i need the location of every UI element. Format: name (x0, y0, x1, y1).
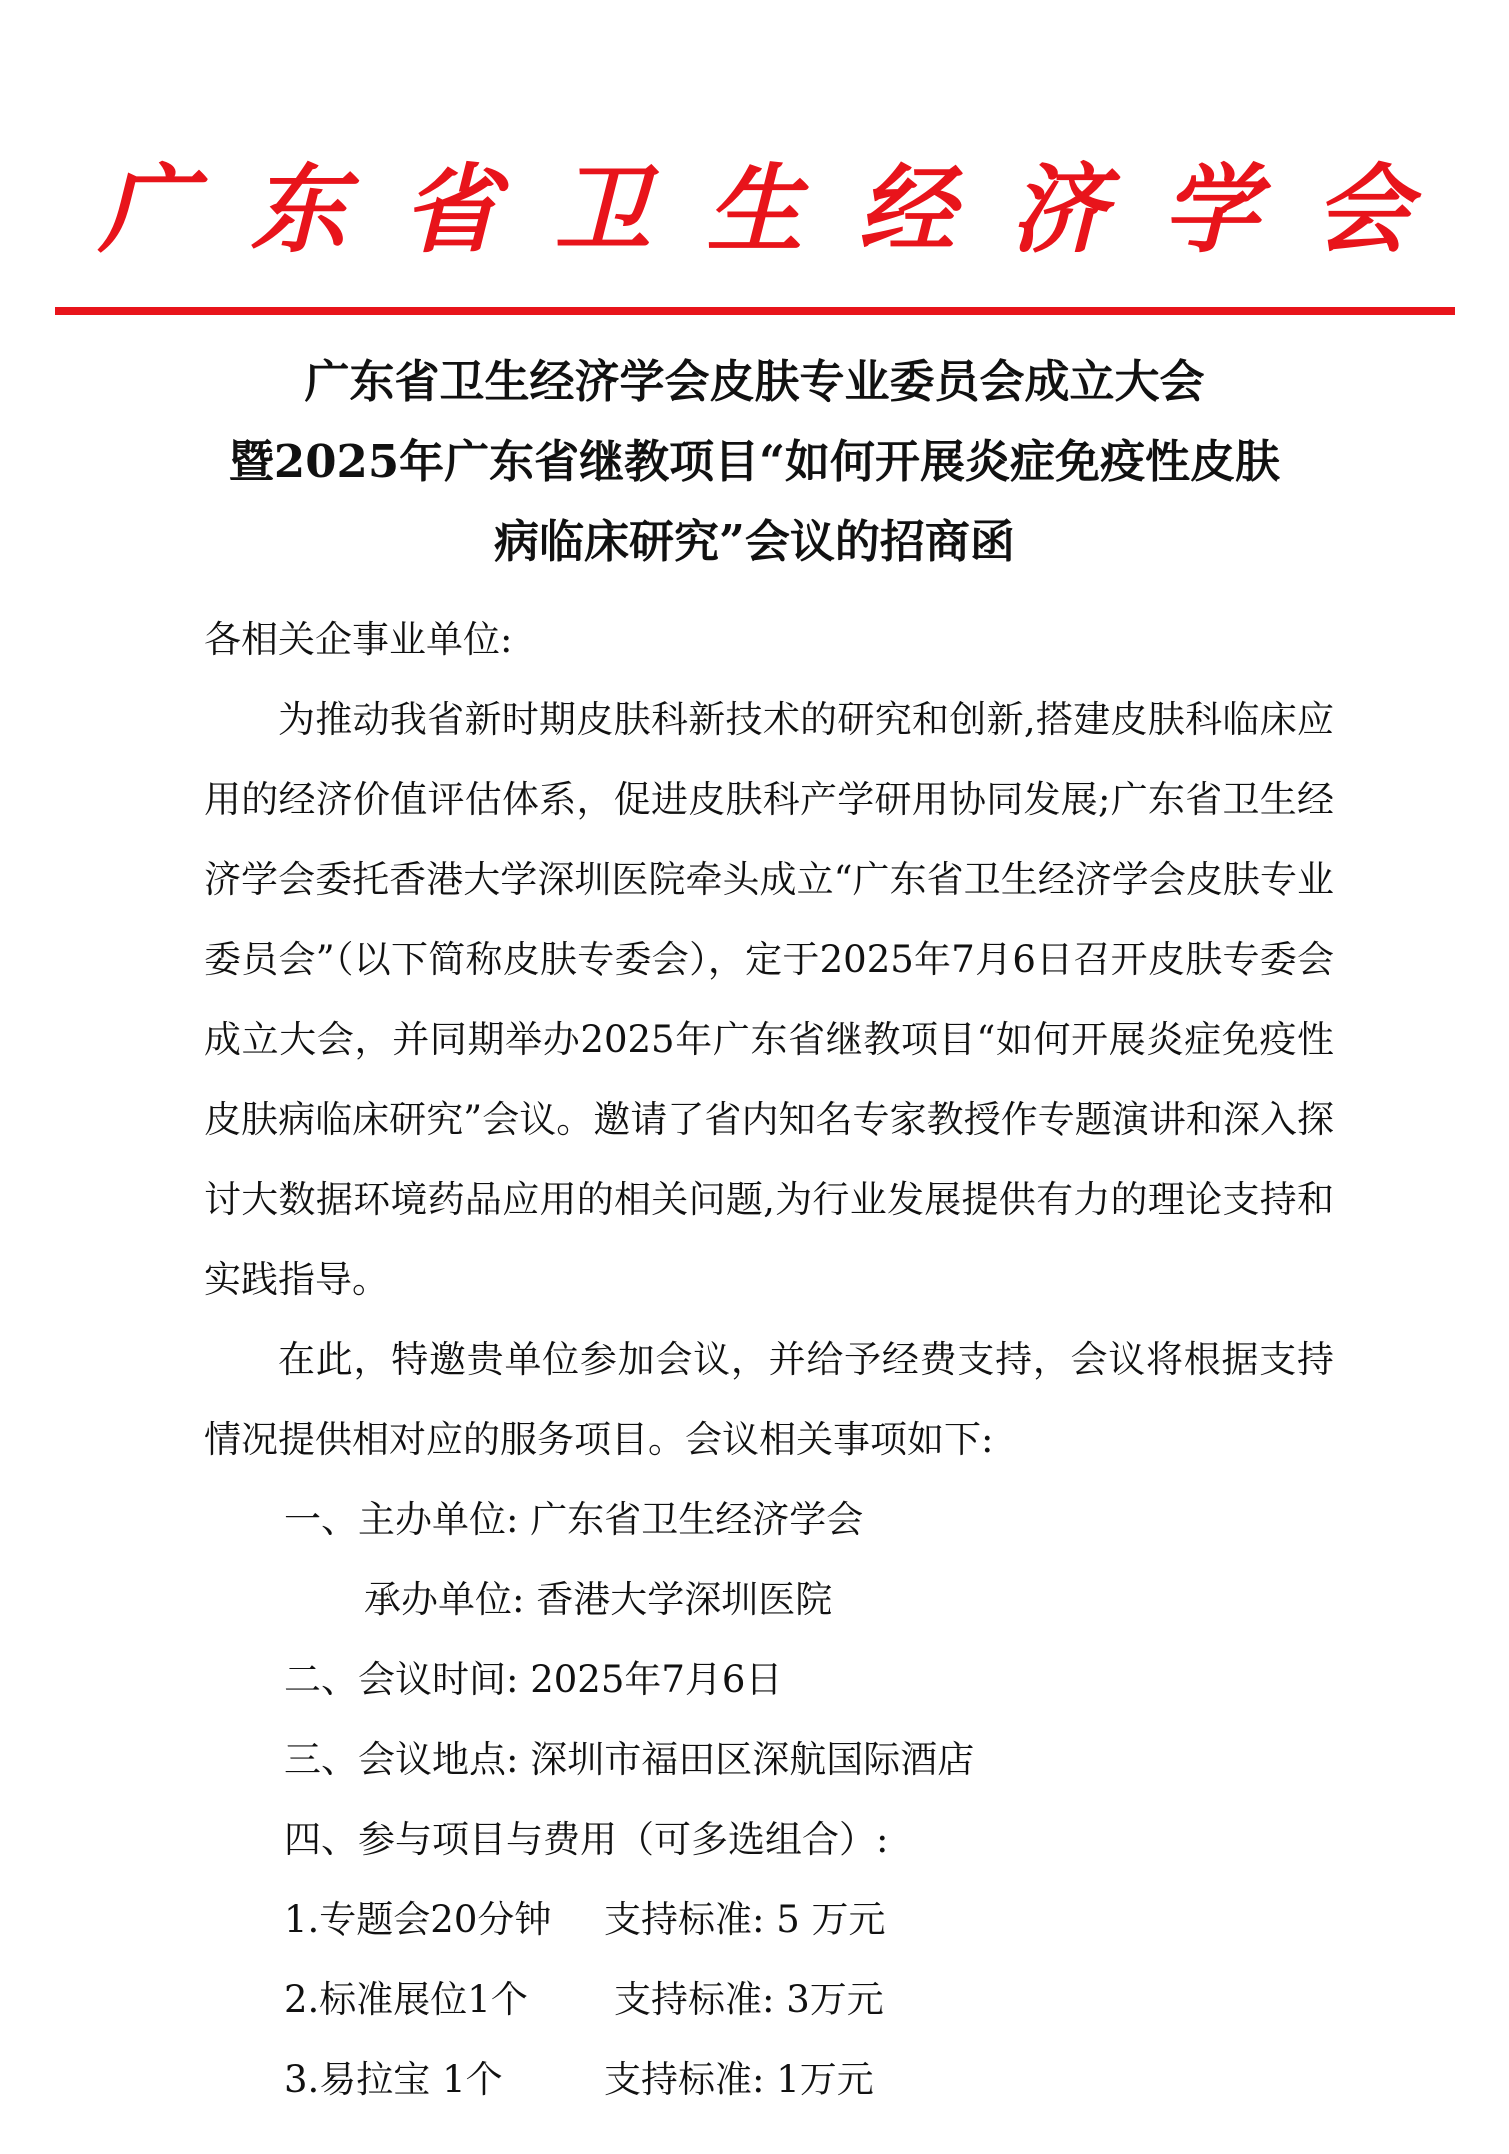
intro-paragraph: 为推动我省新时期皮肤科新技术的研究和创新,搭建皮肤科临床应用的经济价值评估体系，促进皮肤科产学研用协同发展;广东省卫生经济学会委托香港大学深圳医院牵头成立“广东省卫生经济学会皮肤专业委员会”（以下简称皮肤专委会），定于2025年7月6日召开皮肤专委会成立大会，并同期举办2025年广东省继教项目“如何开展炎症免疫性皮肤病临床研究”会议。邀请了省内知名专家教授作专题演讲和深入探讨大数据环境药品应用的相关问题,为行业发展提供有力的理论支持和实践指导。 (204, 698, 1334, 1301)
fee-row (204, 2040, 1334, 2120)
header-divider (55, 307, 1455, 315)
org-masthead: 广东省卫生经济学会 (98, 153, 1467, 266)
title-line-2: 暨2025年广东省继教项目“如何开展炎症免疫性皮肤 (228, 435, 1281, 488)
invitation-paragraph: 在此，特邀贵单位参加会议，并给予经费支持，会议将根据支持情况提供相对应的服务项目。会议相关事项如下: (204, 1338, 1334, 1461)
meeting-time: 二、会议时间: 2025年7月6日 (284, 1658, 783, 1701)
title-line-1: 广东省卫生经济学会皮肤专业委员会成立大会 (304, 355, 1205, 408)
title-line-3: 病临床研究”会议的招商函 (494, 515, 1015, 568)
document-title (150, 342, 1359, 582)
fee-item: 2.标准展位1个 (284, 1978, 528, 2021)
fee-row (204, 1880, 1334, 1960)
fee-item: 3.易拉宝 1个 (284, 2058, 503, 2101)
fee-standard: 支持标准: 3万元 (614, 1978, 884, 2021)
letter-body (204, 600, 1334, 2120)
fee-standard: 支持标准: 1万元 (604, 2058, 874, 2101)
salutation: 各相关企事业单位: (204, 618, 513, 661)
fee-item: 1.专题会20分钟 (284, 1898, 552, 1941)
fee-row (204, 1960, 1334, 2040)
fees-heading: 四、参与项目与费用（可多选组合）: (284, 1818, 889, 1861)
host-unit: 一、主办单位: 广东省卫生经济学会 (284, 1498, 864, 1541)
organizer-unit: 承办单位: 香港大学深圳医院 (364, 1578, 833, 1621)
meeting-venue: 三、会议地点: 深圳市福田区深航国际酒店 (284, 1738, 975, 1781)
fee-standard: 支持标准: 5 万元 (604, 1898, 886, 1941)
